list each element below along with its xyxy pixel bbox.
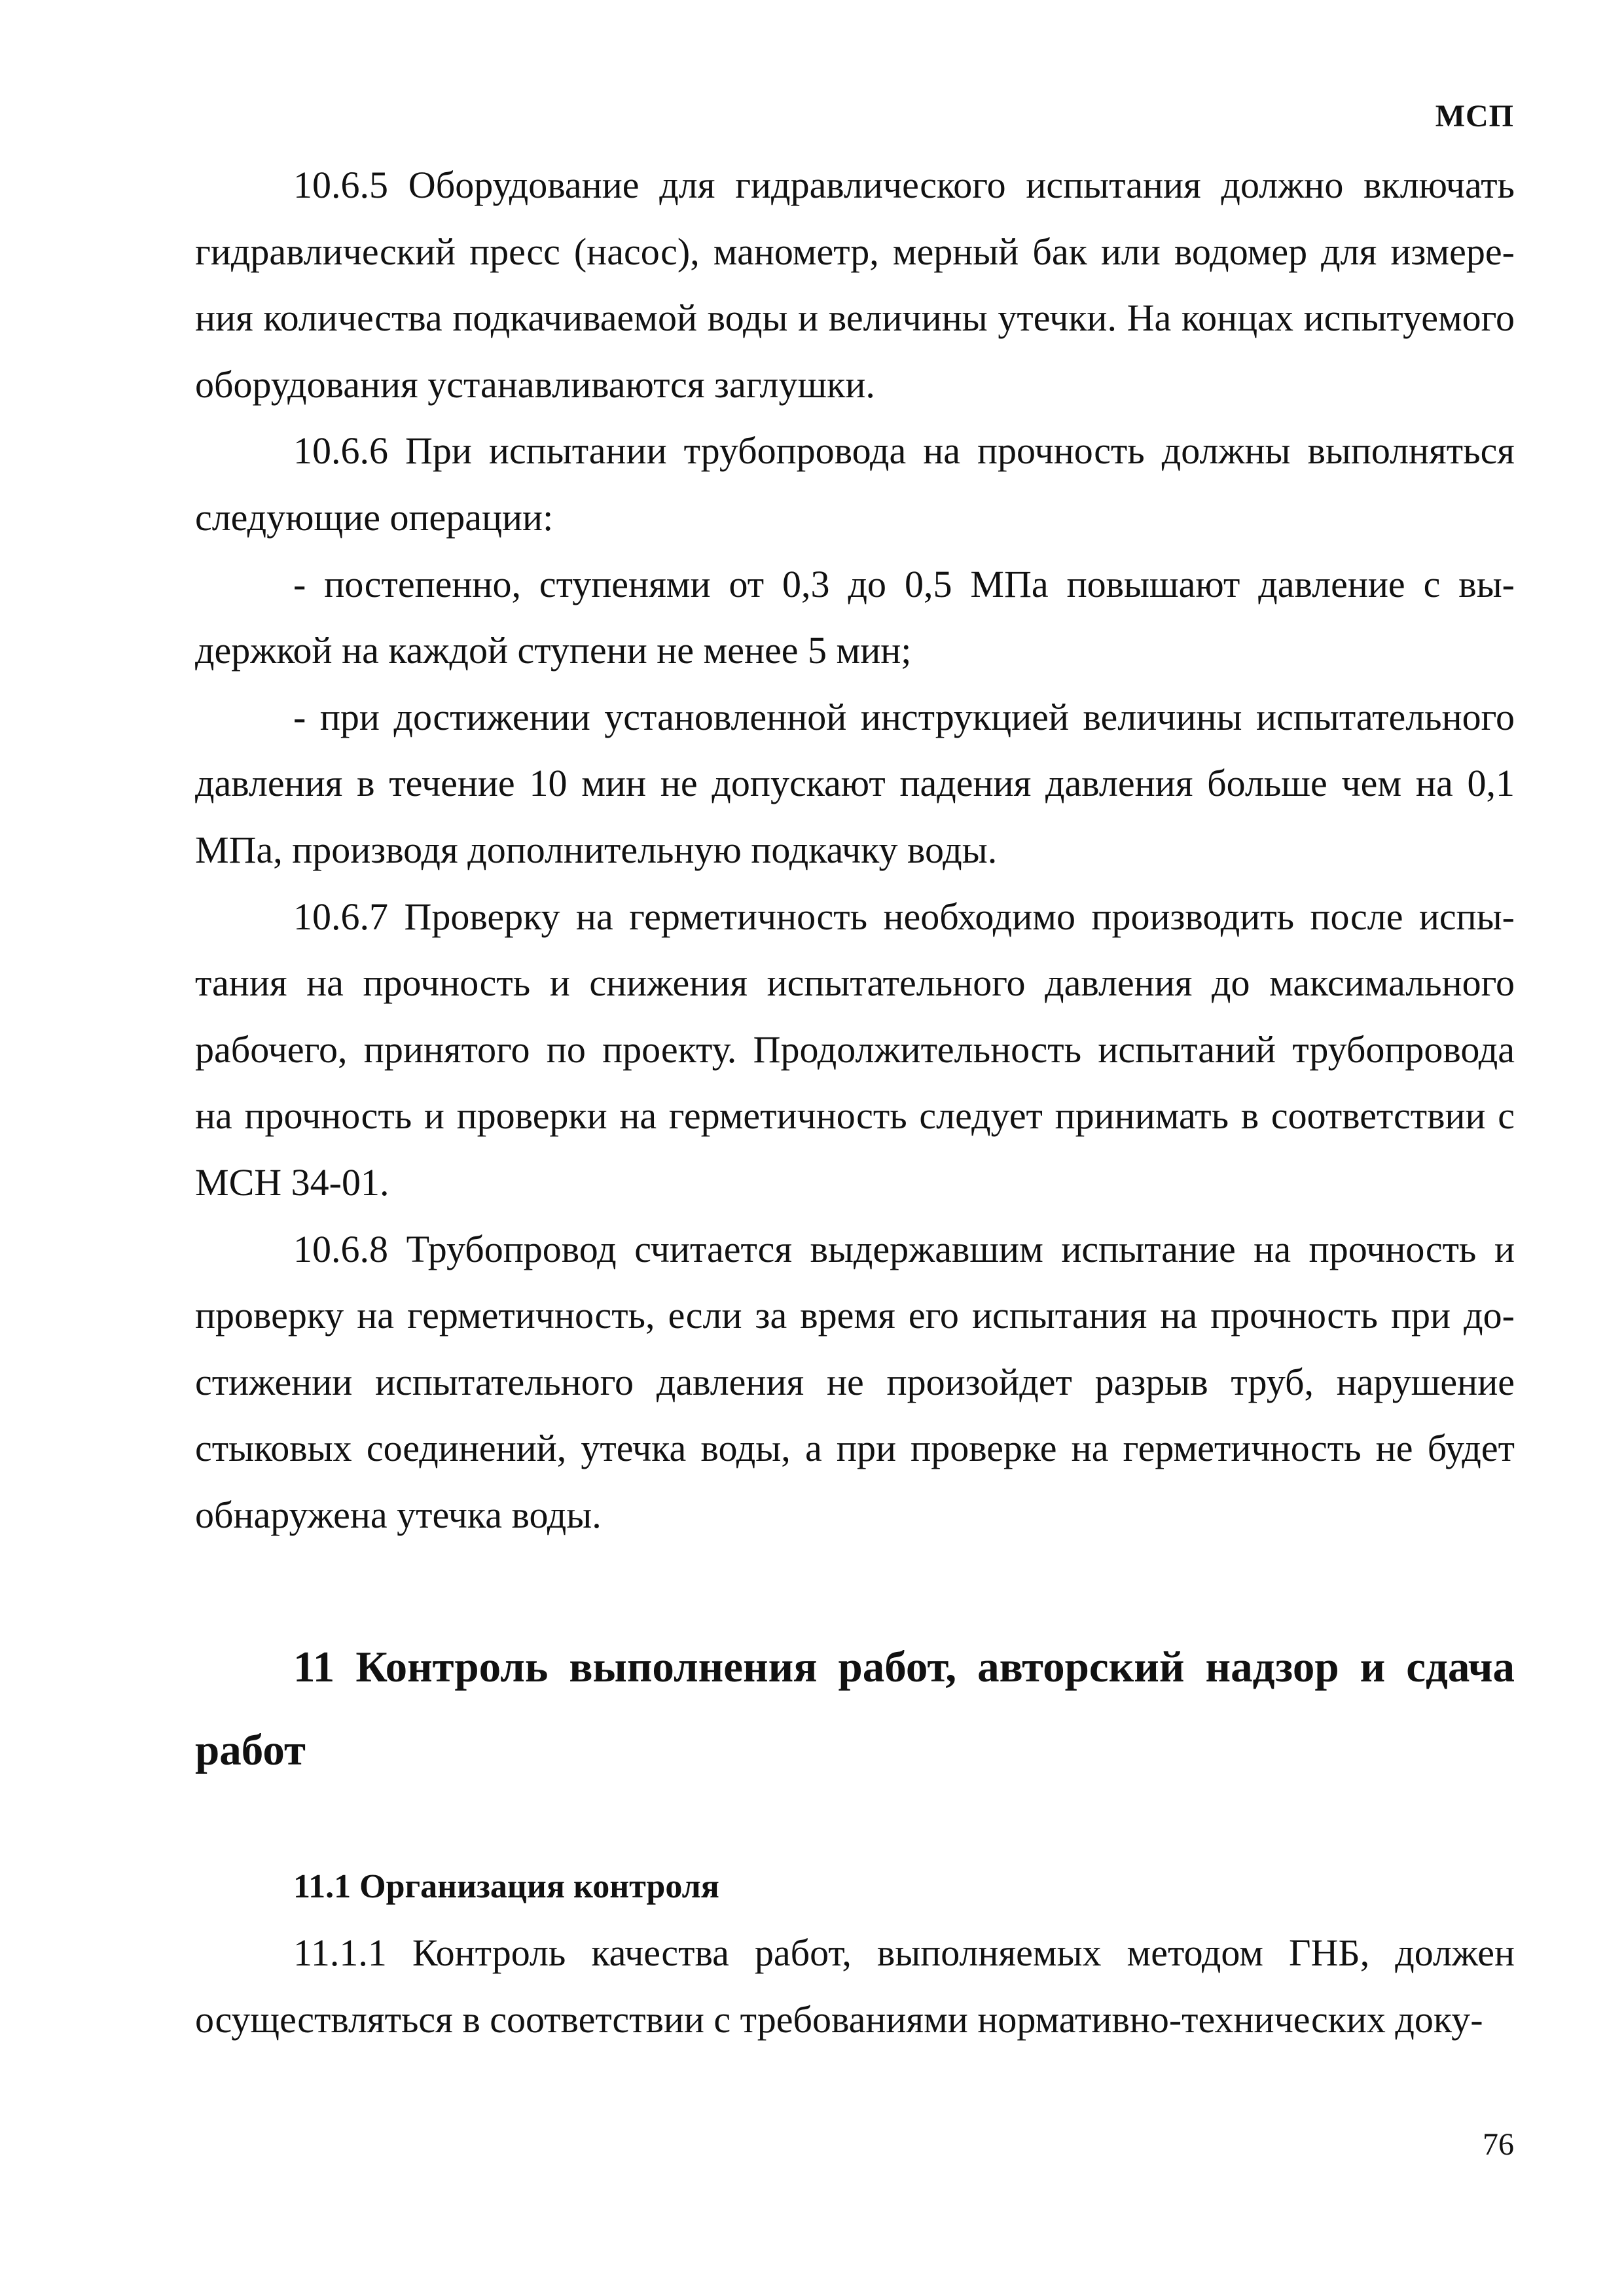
page-number: 76: [1483, 2127, 1514, 2162]
section-title: 11 Контроль выполнения работ, авторский надзор и сдача работ: [195, 1643, 1515, 1775]
list-item-pressure-steps: - постепенно, ступенями от 0,3 до 0,5 МПа повышают давление с выдержкой на каждой ступени не менее 5 мин;: [195, 562, 1515, 672]
paragraph-11-1-1: 11.1.1 Контроль качества работ, выполняемых методом ГНБ, должен осуществляться в соответствии с требованиями нормативно-технических доку-: [195, 1931, 1515, 2041]
paragraph-10-6-5: 10.6.5 Оборудование для гидравлического испытания должно включать гидравлический пресс (насос), манометр, мерный бак или водомер для измерения количества подкачиваемой воды и величины утечки. На концах испытуемого оборудования устанавливаются заглушки.: [195, 164, 1515, 406]
subsection-title: 11.1 Организация контроля: [293, 1868, 719, 1906]
running-header: МСП: [1435, 99, 1514, 134]
list-item-test-pressure: - при достижении установленной инструкцией величины испытательного давления в течение 10 мин не допускают падения давления больше чем на 0,1 МПа, производя дополнительную подкачку воды.: [195, 695, 1515, 871]
paragraph-10-6-6: 10.6.6 При испытании трубопровода на прочность должны выполняться следующие операции:: [195, 429, 1515, 539]
paragraph-10-6-7: 10.6.7 Проверку на герметичность необходимо производить после испытания на прочность и снижения испытательного давления до максимального рабочего, принятого по проекту. Продолжительность испытаний трубопровода на прочность и проверки на герметичность следует принимать в соответствии с МСН 34-01.: [195, 895, 1515, 1204]
page-body: [195, 152, 1515, 2053]
paragraph-10-6-8: 10.6.8 Трубопровод считается выдержавшим испытание на прочность и проверку на герметичность, если за время его испытания на прочность при достижении испытательного давления не произойдет разрыв труб, нарушение стыковых соединений, утечка воды, а при проверке на герметичность не будет обнаружена утечка воды.: [195, 1227, 1515, 1536]
